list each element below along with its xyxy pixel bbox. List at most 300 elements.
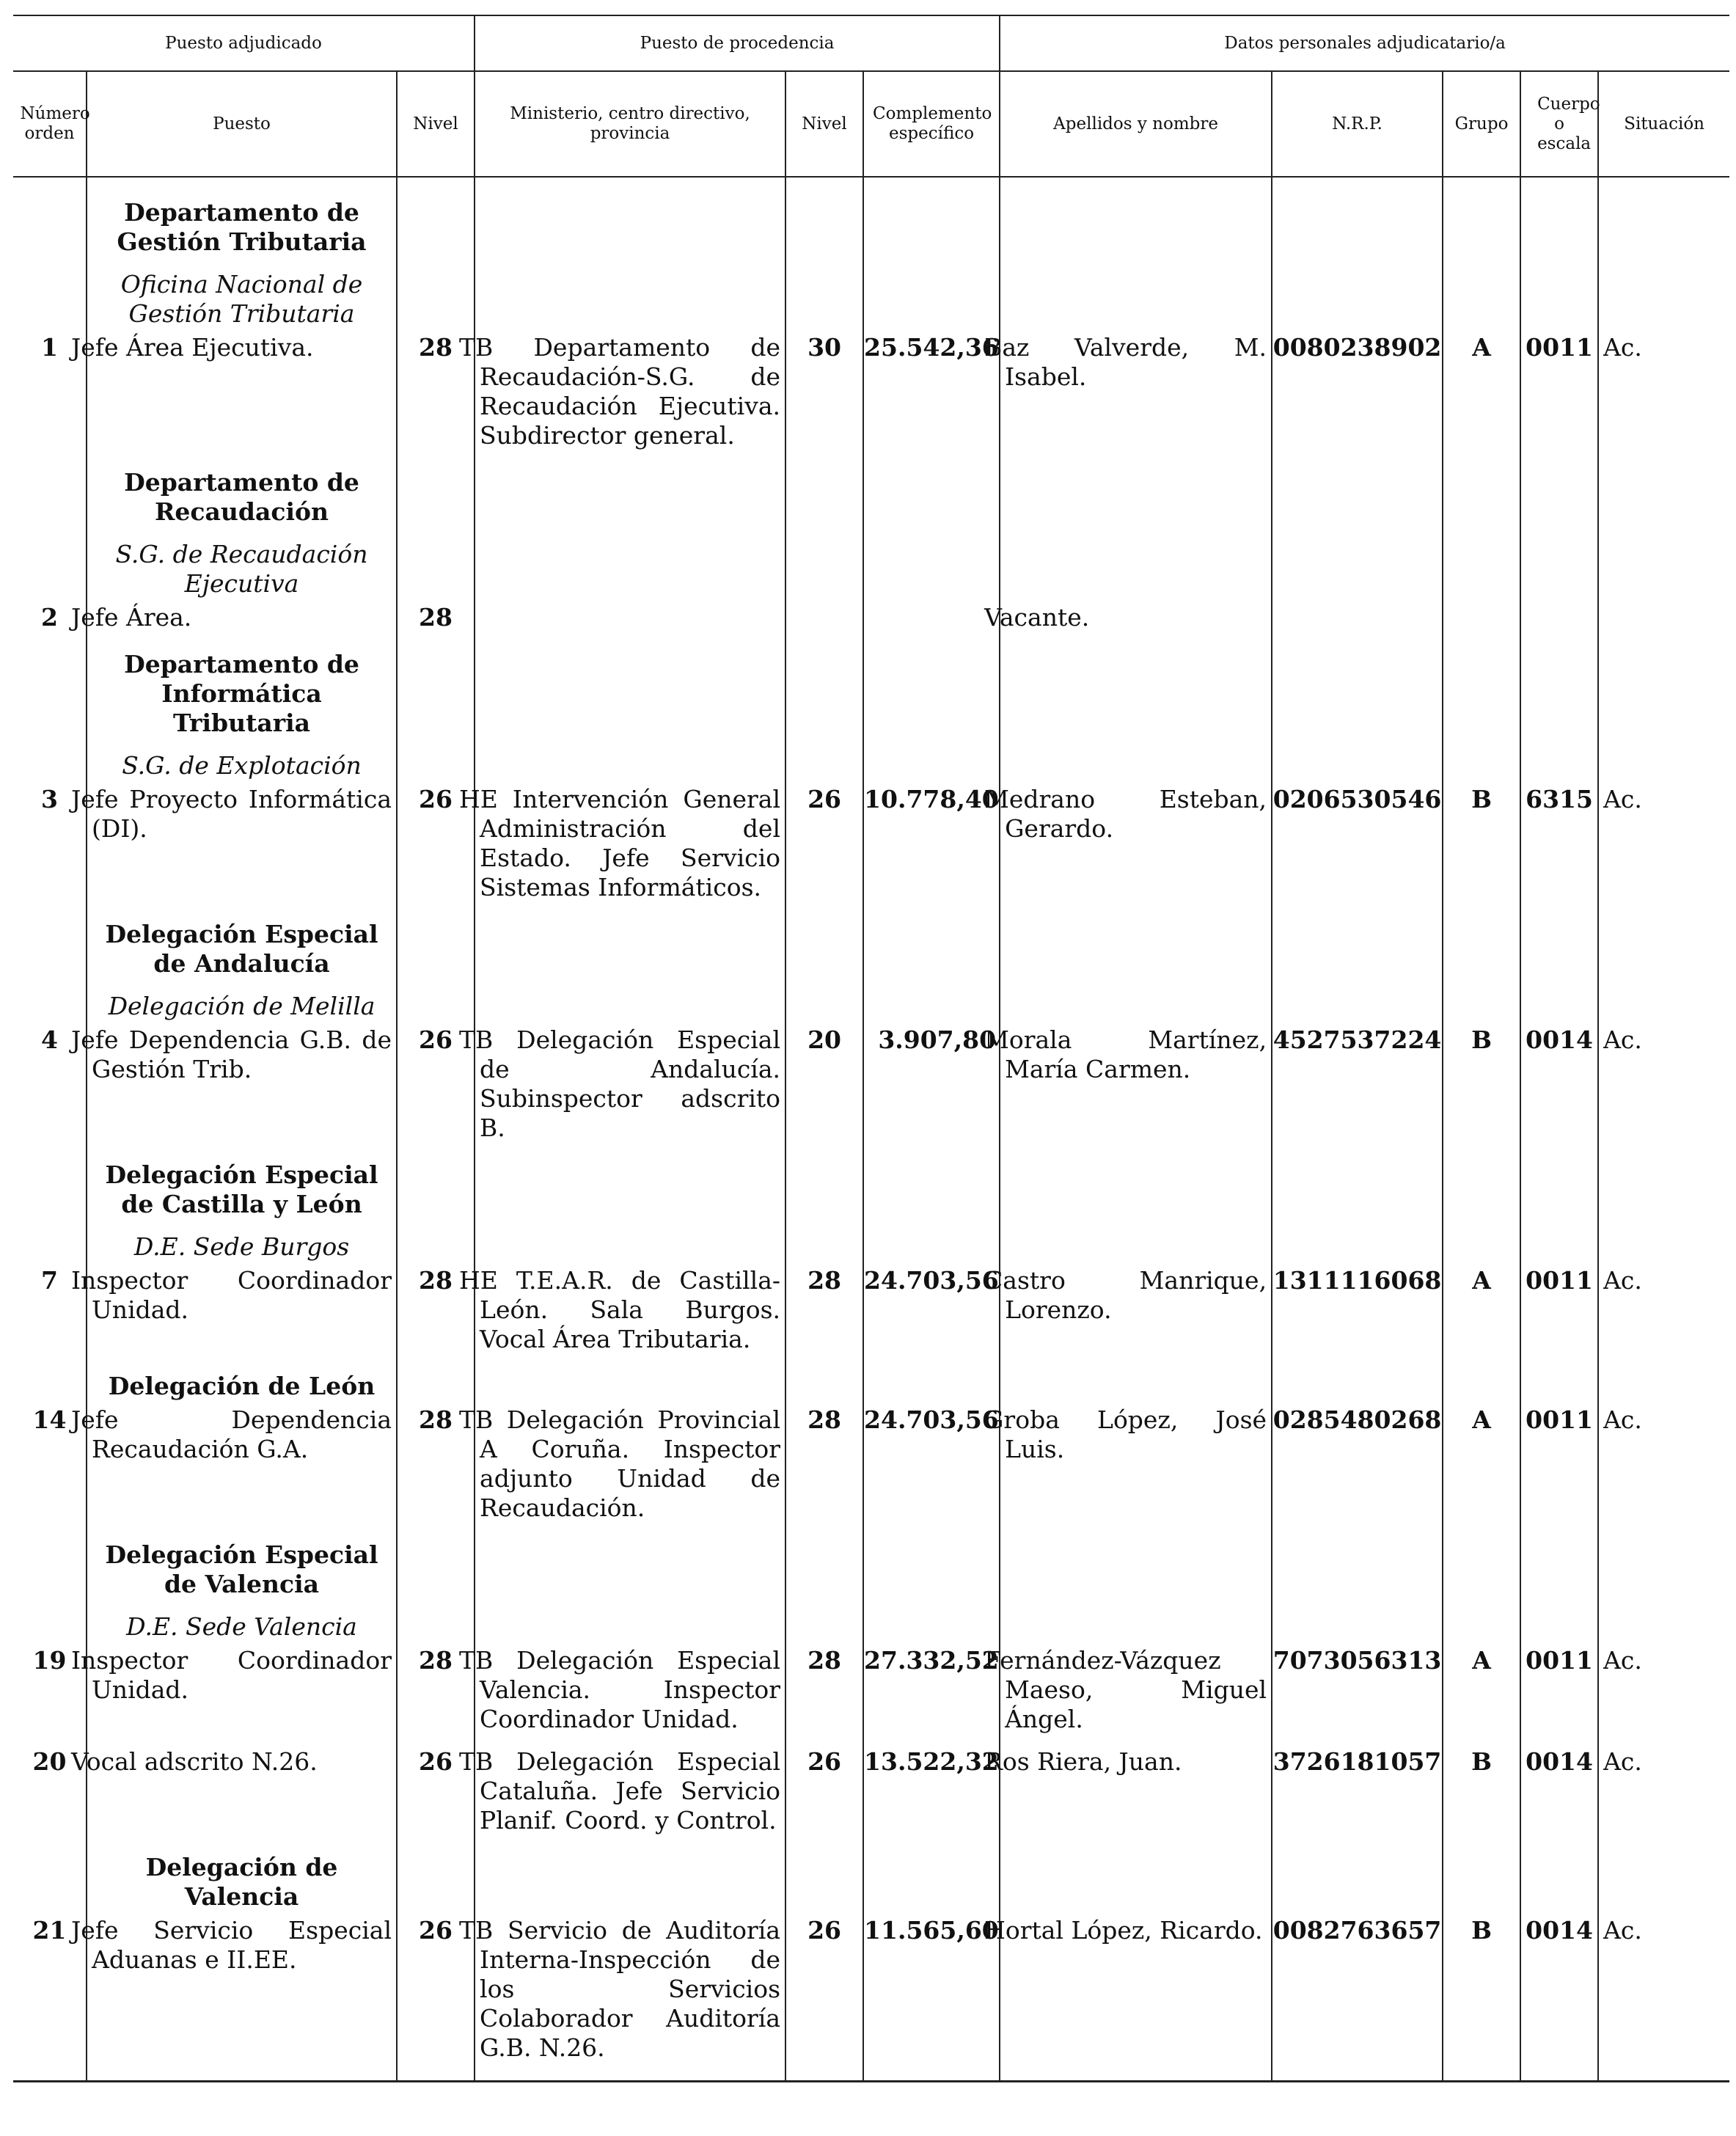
ministerio-cell-text: TB Delegación Especial de Andalucía. Subinspector adscrito B. <box>459 1025 781 1142</box>
empty-cell <box>1598 915 1729 1025</box>
col-header-cuerpo: Cuerpo o escala <box>1520 71 1598 177</box>
apellidos-cell <box>984 1025 1272 1156</box>
situacion-cell-text: Ac. <box>1603 1646 1642 1675</box>
section-heading-row <box>13 645 1729 785</box>
section-title: Delegación Especial de Castilla y León <box>105 1160 378 1218</box>
empty-cell <box>13 194 87 333</box>
nivel-procedencia-cell <box>785 603 863 645</box>
apellidos-cell <box>984 1405 1272 1536</box>
ministerio-cell-text: HE Intervención General Administración del Estado. Jefe Servicio Sistemas Informáticos. <box>459 785 781 901</box>
col-header-ministerio: Ministerio, centro directivo, provincia <box>475 71 785 177</box>
empty-cell <box>397 1156 475 1266</box>
col-header-situacion: Situación <box>1598 71 1729 177</box>
empty-cell <box>1443 645 1520 785</box>
empty-cell <box>1272 1536 1443 1646</box>
ministerio-cell-text: TB Departamento de Recaudación-S.G. de Recaudación Ejecutiva. Subdirector general. <box>459 333 781 450</box>
ministerio-cell <box>459 1646 785 1747</box>
apellidos-cell-text: Castro Manrique, Lorenzo. <box>984 1266 1267 1324</box>
nivel-procedencia-cell <box>785 1916 863 2076</box>
empty-cell <box>13 915 87 1025</box>
section-title: Delegación de León <box>108 1372 376 1400</box>
col-header-grupo: Grupo <box>1443 71 1520 177</box>
nivel-procedencia-cell-text: 20 <box>807 1025 841 1054</box>
puesto-cell <box>71 1025 397 1156</box>
empty-cell <box>1443 194 1520 333</box>
section-subtitle: D.E. Sede Valencia <box>126 1612 357 1641</box>
empty-cell <box>1520 645 1598 785</box>
puesto-cell <box>71 1266 397 1367</box>
empty-cell <box>1598 1536 1729 1646</box>
empty-cell <box>1000 915 1272 1025</box>
empty-cell <box>863 194 1000 333</box>
empty-cell <box>1272 464 1443 603</box>
section-title: Delegación Especial de Andalucía <box>105 920 378 978</box>
spacer-cell <box>1000 177 1272 194</box>
empty-cell <box>1272 645 1443 785</box>
nrp-cell <box>1272 1747 1443 1848</box>
empty-cell <box>1000 194 1272 333</box>
closing-row <box>13 2076 1729 2082</box>
num-orden-cell-text: 20 <box>32 1747 67 1776</box>
complemento-cell-text: 24.703,56 <box>864 1266 999 1295</box>
grupo-cell <box>1443 1025 1520 1156</box>
nivel-procedencia-cell-text: 26 <box>807 1747 841 1776</box>
empty-cell <box>475 1156 785 1266</box>
section-heading-cell <box>87 194 397 333</box>
empty-cell <box>1598 194 1729 333</box>
empty-cell <box>1520 1848 1598 1916</box>
table-row <box>13 785 1729 915</box>
empty-cell <box>785 645 863 785</box>
num-orden-cell-text: 2 <box>41 603 58 632</box>
spacer-cell <box>13 177 87 194</box>
apellidos-cell <box>984 333 1272 464</box>
situacion-cell <box>1598 1405 1729 1536</box>
empty-cell <box>397 194 475 333</box>
situacion-cell-text: Ac. <box>1603 1266 1642 1295</box>
cuerpo-cell-text: 0011 <box>1526 1646 1593 1675</box>
empty-cell <box>397 1848 475 1916</box>
puesto-cell <box>71 603 397 645</box>
section-subtitle: S.G. de Explotación <box>122 751 362 780</box>
complemento-cell-text: 13.522,32 <box>864 1747 999 1776</box>
nivel-cell-text: 28 <box>419 1646 453 1675</box>
apellidos-cell <box>984 603 1272 645</box>
spacer-cell <box>1443 177 1520 194</box>
empty-cell <box>1443 1848 1520 1916</box>
empty-cell <box>1443 1536 1520 1646</box>
section-heading-row <box>13 1367 1729 1405</box>
cuerpo-cell-text: 0014 <box>1526 1025 1593 1054</box>
complemento-cell <box>863 1266 1000 1367</box>
section-title: Departamento de Gestión Tributaria <box>117 198 367 256</box>
puesto-cell <box>71 1405 397 1536</box>
table-row <box>13 1266 1729 1367</box>
cuerpo-cell <box>1520 603 1598 645</box>
situacion-cell-text: Ac. <box>1603 1747 1642 1776</box>
section-title: Departamento de Informática Tributaria <box>124 650 359 737</box>
nrp-cell <box>1272 1405 1443 1536</box>
grupo-cell-text: A <box>1472 1646 1491 1675</box>
situacion-cell <box>1598 785 1729 915</box>
cuerpo-cell <box>1520 1646 1598 1747</box>
nivel-procedencia-cell <box>785 1646 863 1747</box>
table-row <box>13 1646 1729 1747</box>
grupo-cell-text: A <box>1472 1266 1491 1295</box>
empty-cell <box>475 915 785 1025</box>
nrp-cell <box>1272 1266 1443 1367</box>
cuerpo-cell <box>1520 1405 1598 1536</box>
puesto-cell-text: Inspector Coordinador Unidad. <box>71 1266 392 1324</box>
ministerio-cell <box>459 1747 785 1848</box>
empty-cell <box>1000 1536 1272 1646</box>
empty-cell <box>785 1848 863 1916</box>
group-header-datos-personales: Datos personales adjudicatario/a <box>1000 15 1729 71</box>
complemento-cell <box>863 1916 1000 2076</box>
complemento-cell-text: 25.542,36 <box>864 333 999 362</box>
empty-cell <box>397 464 475 603</box>
puesto-cell <box>71 1916 397 2076</box>
empty-cell <box>863 1536 1000 1646</box>
table-row <box>13 603 1729 645</box>
section-subtitle: Oficina Nacional de Gestión Tributaria <box>120 270 363 328</box>
table-body <box>13 177 1729 2082</box>
empty-cell <box>1598 1367 1729 1405</box>
section-heading-cell <box>87 645 397 785</box>
spacer-cell <box>1272 2076 1443 2082</box>
nrp-cell-text: 3726181057 <box>1272 1747 1442 1776</box>
table-row <box>13 1916 1729 2076</box>
puesto-cell-text: Jefe Dependencia G.B. de Gestión Trib. <box>71 1025 392 1083</box>
grupo-cell-text: B <box>1471 1747 1493 1776</box>
empty-cell <box>1443 464 1520 603</box>
nivel-procedencia-cell-text: 28 <box>807 1405 841 1434</box>
cuerpo-cell <box>1520 1916 1598 2076</box>
spacer-cell <box>87 177 397 194</box>
puesto-cell-text: Jefe Área Ejecutiva. <box>71 333 314 362</box>
nrp-cell-text: 0080238902 <box>1272 333 1442 362</box>
ministerio-cell <box>459 1405 785 1536</box>
col-header-complemento: Complemento específico <box>863 71 1000 177</box>
grupo-cell-text: B <box>1471 785 1493 813</box>
empty-cell <box>1000 645 1272 785</box>
nrp-cell-text: 7073056313 <box>1272 1646 1442 1675</box>
empty-cell <box>13 645 87 785</box>
spacer-cell <box>397 2076 475 2082</box>
situacion-cell-text: Ac. <box>1603 785 1642 813</box>
puesto-cell-text: Jefe Proyecto Informática (DI). <box>71 785 392 843</box>
nrp-cell <box>1272 1916 1443 2076</box>
complemento-cell-text: 27.332,52 <box>864 1646 999 1675</box>
section-heading-cell <box>87 915 397 1025</box>
apellidos-cell-text: Fernández-Vázquez Maeso, Miguel Ángel. <box>984 1646 1267 1733</box>
ministerio-cell <box>459 1916 785 2076</box>
apellidos-cell <box>984 1916 1272 2076</box>
puesto-cell <box>71 333 397 464</box>
section-heading-cell <box>87 1156 397 1266</box>
empty-cell <box>475 1536 785 1646</box>
apellidos-cell-text: Ros Riera, Juan. <box>984 1747 1182 1776</box>
nivel-cell-text: 26 <box>419 1747 453 1776</box>
grupo-cell <box>1443 1916 1520 2076</box>
apellidos-cell-text: Baz Valverde, M. Isabel. <box>984 333 1267 391</box>
ministerio-cell-text: TB Delegación Especial Cataluña. Jefe Servicio Planif. Coord. y Control. <box>459 1747 781 1835</box>
cuerpo-cell <box>1520 1747 1598 1848</box>
empty-cell <box>1520 464 1598 603</box>
grupo-cell-text: A <box>1472 1405 1491 1434</box>
empty-cell <box>863 1156 1000 1266</box>
nivel-cell-text: 28 <box>419 1266 453 1295</box>
empty-cell <box>397 645 475 785</box>
apellidos-cell-text: Morala Martínez, María Carmen. <box>984 1025 1267 1083</box>
col-header-nivel-procedencia: Nivel <box>785 71 863 177</box>
section-heading-row <box>13 1848 1729 1916</box>
complemento-cell-text: 11.565,60 <box>864 1916 999 1945</box>
nrp-cell-text: 0206530546 <box>1272 785 1442 813</box>
ministerio-cell <box>459 1266 785 1367</box>
grupo-cell <box>1443 1646 1520 1747</box>
cuerpo-cell <box>1520 785 1598 915</box>
empty-cell <box>785 915 863 1025</box>
situacion-cell <box>1598 1747 1729 1848</box>
apellidos-cell <box>984 785 1272 915</box>
situacion-cell <box>1598 603 1729 645</box>
spacer-cell <box>863 177 1000 194</box>
empty-cell <box>397 1536 475 1646</box>
nivel-procedencia-cell-text: 30 <box>807 333 841 362</box>
col-header-num-orden: Número orden <box>13 71 87 177</box>
empty-cell <box>1598 464 1729 603</box>
situacion-cell <box>1598 333 1729 464</box>
empty-cell <box>1272 194 1443 333</box>
nivel-cell-text: 28 <box>419 603 453 632</box>
ministerio-cell <box>459 333 785 464</box>
spacer-cell <box>1598 2076 1729 2082</box>
complemento-cell <box>863 1025 1000 1156</box>
ministerio-cell-text: TB Delegación Especial Valencia. Inspector Coordinador Unidad. <box>459 1646 781 1733</box>
empty-cell <box>13 1536 87 1646</box>
empty-cell <box>13 1848 87 1916</box>
table-row <box>13 1747 1729 1848</box>
ministerio-cell <box>459 1025 785 1156</box>
apellidos-cell <box>984 1266 1272 1367</box>
complemento-cell <box>863 1646 1000 1747</box>
situacion-cell <box>1598 1646 1729 1747</box>
document-page <box>13 15 1729 2082</box>
complemento-cell <box>863 333 1000 464</box>
nivel-cell-text: 28 <box>419 333 453 362</box>
grupo-cell-text: B <box>1471 1916 1493 1945</box>
table-row <box>13 1025 1729 1156</box>
situacion-cell-text: Ac. <box>1603 1405 1642 1434</box>
spacer-cell <box>1443 2076 1520 2082</box>
situacion-cell <box>1598 1916 1729 2076</box>
grupo-cell <box>1443 1405 1520 1536</box>
apellidos-cell-text: Hortal López, Ricardo. <box>984 1916 1263 1945</box>
cuerpo-cell-text: 6315 <box>1526 785 1593 813</box>
situacion-cell <box>1598 1266 1729 1367</box>
cuerpo-cell-text: 0011 <box>1526 1405 1593 1434</box>
apellidos-cell <box>984 1747 1272 1848</box>
num-orden-cell-text: 14 <box>32 1405 67 1434</box>
nivel-cell-text: 28 <box>419 1405 453 1434</box>
nivel-procedencia-cell <box>785 333 863 464</box>
spacer-cell <box>1520 2076 1598 2082</box>
empty-cell <box>1272 1367 1443 1405</box>
num-orden-cell-text: 4 <box>41 1025 58 1054</box>
empty-cell <box>475 464 785 603</box>
spacer-cell <box>475 177 785 194</box>
puesto-cell-text: Jefe Dependencia Recaudación G.A. <box>71 1405 392 1463</box>
empty-cell <box>1443 1367 1520 1405</box>
complemento-cell-text: 3.907,80 <box>878 1025 997 1054</box>
empty-cell <box>1443 915 1520 1025</box>
num-orden-cell-text: 21 <box>32 1916 67 1945</box>
empty-cell <box>785 194 863 333</box>
section-subtitle: Delegación de Melilla <box>108 992 376 1020</box>
cuerpo-cell-text: 0014 <box>1526 1916 1593 1945</box>
nivel-procedencia-cell <box>785 1266 863 1367</box>
nivel-procedencia-cell <box>785 1747 863 1848</box>
situacion-cell-text: Ac. <box>1603 1916 1642 1945</box>
situacion-cell-text: Ac. <box>1603 333 1642 362</box>
grupo-cell <box>1443 603 1520 645</box>
cuerpo-cell-text: 0011 <box>1526 333 1593 362</box>
situacion-cell <box>1598 1025 1729 1156</box>
empty-cell <box>1272 1156 1443 1266</box>
nivel-cell <box>397 603 475 645</box>
grupo-cell <box>1443 1266 1520 1367</box>
nrp-cell <box>1272 1646 1443 1747</box>
empty-cell <box>1000 1367 1272 1405</box>
cuerpo-cell <box>1520 333 1598 464</box>
complemento-cell <box>863 1747 1000 1848</box>
nivel-cell-text: 26 <box>419 785 453 813</box>
puesto-cell-text: Vocal adscrito N.26. <box>71 1747 318 1776</box>
ministerio-cell-text: TB Servicio de Auditoría Interna-Inspección de los Servicios Colaborador Auditoría G.B. N.26. <box>459 1916 781 2062</box>
ministerio-cell-text: HE T.E.A.R. de Castilla-León. Sala Burgos. Vocal Área Tributaria. <box>459 1266 781 1353</box>
nrp-cell <box>1272 603 1443 645</box>
empty-cell <box>1520 1367 1598 1405</box>
complemento-cell <box>863 785 1000 915</box>
empty-cell <box>1598 1156 1729 1266</box>
section-heading-cell <box>87 464 397 603</box>
num-orden-cell-text: 7 <box>41 1266 58 1295</box>
num-orden-cell-text: 19 <box>32 1646 67 1675</box>
puesto-cell-text: Jefe Servicio Especial Aduanas e II.EE. <box>71 1916 392 1974</box>
section-heading-cell <box>87 1367 397 1405</box>
group-header-puesto-procedencia: Puesto de procedencia <box>475 15 1000 71</box>
ministerio-cell <box>475 603 785 645</box>
adjudication-table <box>13 15 1729 2082</box>
empty-cell <box>1520 1156 1598 1266</box>
empty-cell <box>13 1367 87 1405</box>
section-heading-row <box>13 1156 1729 1266</box>
section-heading-row <box>13 464 1729 603</box>
complemento-cell <box>863 1405 1000 1536</box>
empty-cell <box>1520 194 1598 333</box>
puesto-cell <box>71 1747 397 1848</box>
col-header-nrp: N.R.P. <box>1272 71 1443 177</box>
apellidos-cell-text: Medrano Esteban, Gerardo. <box>984 785 1267 843</box>
empty-cell <box>863 1367 1000 1405</box>
situacion-cell-text: Ac. <box>1603 1025 1642 1054</box>
empty-cell <box>1272 1848 1443 1916</box>
spacer-cell <box>1272 177 1443 194</box>
complemento-cell-text: 24.703,56 <box>864 1405 999 1434</box>
spacer-cell <box>1598 177 1729 194</box>
spacer-cell <box>475 2076 785 2082</box>
section-subtitle: D.E. Sede Burgos <box>133 1232 350 1261</box>
spacer-cell <box>87 2076 397 2082</box>
empty-cell <box>1598 645 1729 785</box>
empty-cell <box>397 915 475 1025</box>
table-row <box>13 1405 1729 1536</box>
grupo-cell <box>1443 333 1520 464</box>
nrp-cell-text: 1311116068 <box>1272 1266 1442 1295</box>
apellidos-cell-text: Vacante. <box>984 603 1090 632</box>
nrp-cell-text: 0082763657 <box>1272 1916 1442 1945</box>
num-orden-cell-text: 1 <box>41 333 58 362</box>
empty-cell <box>1520 1536 1598 1646</box>
puesto-cell <box>71 785 397 915</box>
spacer-cell <box>785 2076 863 2082</box>
empty-cell <box>475 1367 785 1405</box>
empty-cell <box>785 1536 863 1646</box>
nrp-cell-text: 4527537224 <box>1272 1025 1442 1054</box>
col-header-nivel: Nivel <box>397 71 475 177</box>
spacer-cell <box>1520 177 1598 194</box>
empty-cell <box>1000 1156 1272 1266</box>
nivel-procedencia-cell-text: 26 <box>807 1916 841 1945</box>
empty-cell <box>863 1848 1000 1916</box>
empty-cell <box>785 464 863 603</box>
cuerpo-cell <box>1520 1025 1598 1156</box>
nrp-cell <box>1272 785 1443 915</box>
grupo-cell <box>1443 1747 1520 1848</box>
empty-cell <box>863 464 1000 603</box>
empty-cell <box>1443 1156 1520 1266</box>
spacer-cell <box>863 2076 1000 2082</box>
empty-cell <box>13 1156 87 1266</box>
empty-cell <box>1520 915 1598 1025</box>
spacer-cell <box>1000 2076 1272 2082</box>
puesto-cell-text: Inspector Coordinador Unidad. <box>71 1646 392 1704</box>
empty-cell <box>475 1848 785 1916</box>
nivel-cell-text: 26 <box>419 1025 453 1054</box>
empty-cell <box>863 915 1000 1025</box>
table-row <box>13 333 1729 464</box>
empty-cell <box>397 1367 475 1405</box>
spacer-cell <box>13 2076 87 2082</box>
col-header-apellidos: Apellidos y nombre <box>1000 71 1272 177</box>
grupo-cell <box>1443 785 1520 915</box>
section-heading-row <box>13 194 1729 333</box>
section-title: Delegación Especial de Valencia <box>105 1540 378 1598</box>
num-orden-cell-text: 3 <box>41 785 58 813</box>
section-heading-row <box>13 915 1729 1025</box>
empty-cell <box>785 1367 863 1405</box>
nivel-procedencia-cell-text: 26 <box>807 785 841 813</box>
cuerpo-cell-text: 0011 <box>1526 1266 1593 1295</box>
complemento-cell-text: 10.778,40 <box>864 785 999 813</box>
nrp-cell <box>1272 333 1443 464</box>
nrp-cell <box>1272 1025 1443 1156</box>
section-title: Departamento de Recaudación <box>124 468 359 526</box>
ministerio-cell <box>459 785 785 915</box>
nivel-procedencia-cell-text: 28 <box>807 1266 841 1295</box>
puesto-cell <box>71 1646 397 1747</box>
